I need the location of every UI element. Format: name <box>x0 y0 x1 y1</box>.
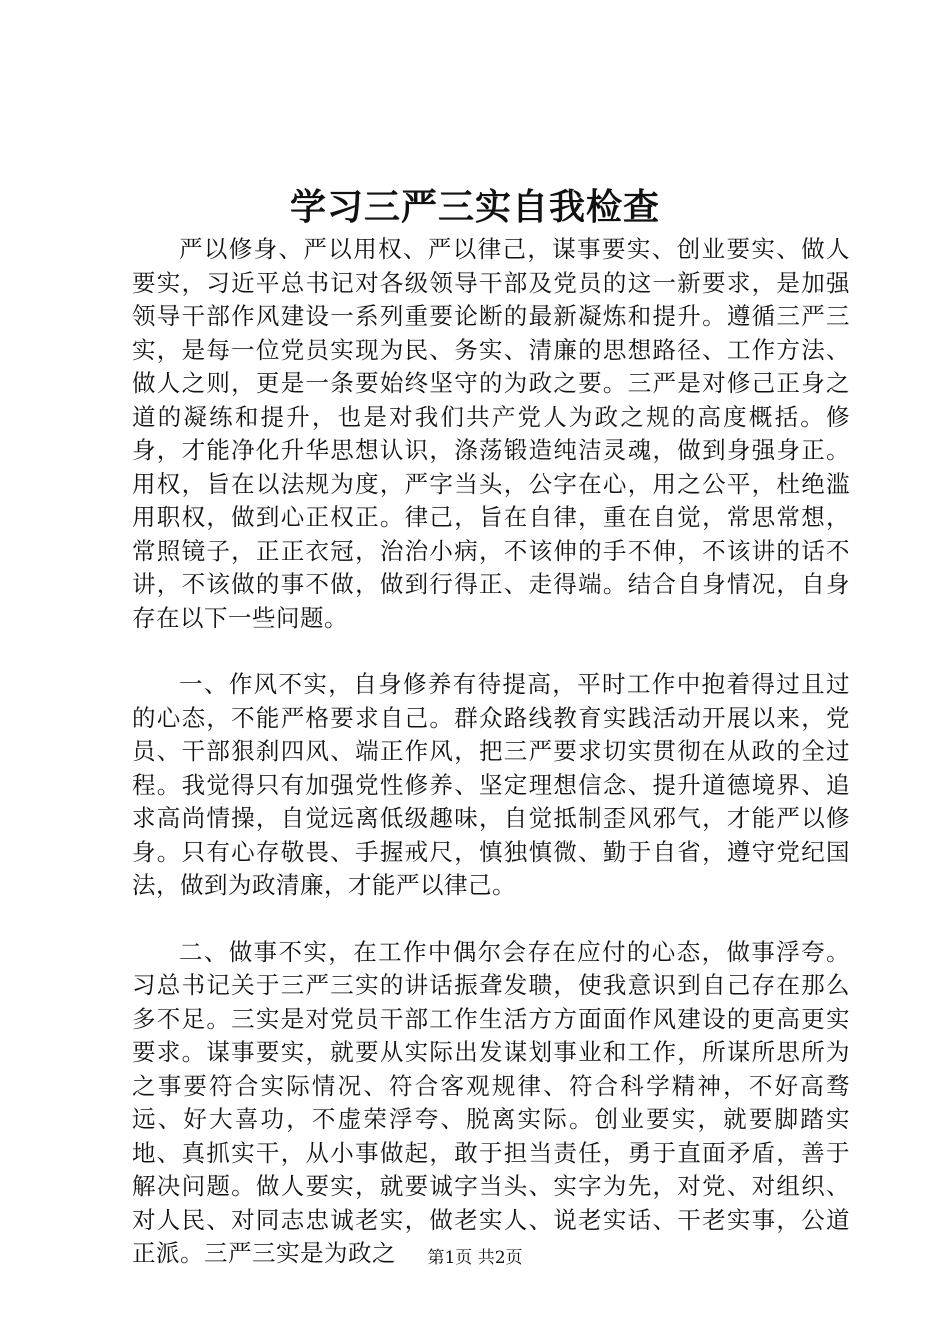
paragraph-point-one: 一、作风不实，自身修养有待提高，平时工作中抱着得过且过的心态，不能严格要求自己。群众路线教育实践活动开展以来，党员、干部狠刹四风、端正作风，把三严要求切实贯彻在从政的全过程。我觉得只有加强党性修养、坚定理想信念、提升道德境界、追求高尚情操，自觉远离低级趣味，自觉抵制歪风邪气，才能严以修身。只有心存敬畏、手握戒尺，慎独慎微、勤于自省，遵守党纪国法，做到为政清廉，才能严以律己。 <box>132 670 850 899</box>
paragraph-point-two: 二、做事不实，在工作中偶尔会存在应付的心态，做事浮夸。习总书记关于三严三实的讲话振聋发聩，使我意识到自己存在那么多不足。三实是对党员干部工作生活方方面面作风建设的更高更实要求。谋事要实，就要从实际出发谋划事业和工作，所谋所思所为之事要符合实际情况、符合客观规律、符合科学精神，不好高骛远、好大喜功，不虚荣浮夸、脱离实际。创业要实，就要脚踏实地、真抓实干，从小事做起，敢于担当责任，勇于直面矛盾，善于解决问题。做人要实，就要诚字当头、实字为先，对党、对组织、对人民、对同志忠诚老实，做老实人、说老实话、干老实事，公道正派。三严三实是为政之 <box>132 937 850 1267</box>
paragraph-spacer <box>132 635 850 668</box>
page-number-footer: 第1页 共2页 <box>427 1248 523 1268</box>
paragraph-intro: 严以修身、严以用权、严以律己，谋事要实、创业要实、做人要实，习近平总书记对各级领导干部及党员的这一新要求，是加强领导干部作风建设一系列重要论断的最新凝炼和提升。遵循三严三实，是每一位党员实现为民、务实、清廉的思想路径、工作方法、做人之则，更是一条要始终坚守的为政之要。三严是对修己正身之道的凝练和提升，也是对我们共产党人为政之规的高度概括。修身，才能净化升华思想认识，涤荡锻造纯洁灵魂，做到身强身正。用权，旨在以法规为度，严字当头，公字在心，用之公平，杜绝滥用职权，做到心正权正。律己，旨在自律，重在自觉，常思常想，常照镜子，正正衣冠，治治小病，不该伸的手不伸，不该讲的话不讲，不该做的事不做，做到行得正、走得端。结合自身情况，自身存在以下一些问题。 <box>132 235 850 632</box>
document-body <box>132 233 850 1271</box>
document-title: 学习三严三实自我检查 <box>289 186 660 228</box>
paragraph-spacer <box>132 903 850 936</box>
